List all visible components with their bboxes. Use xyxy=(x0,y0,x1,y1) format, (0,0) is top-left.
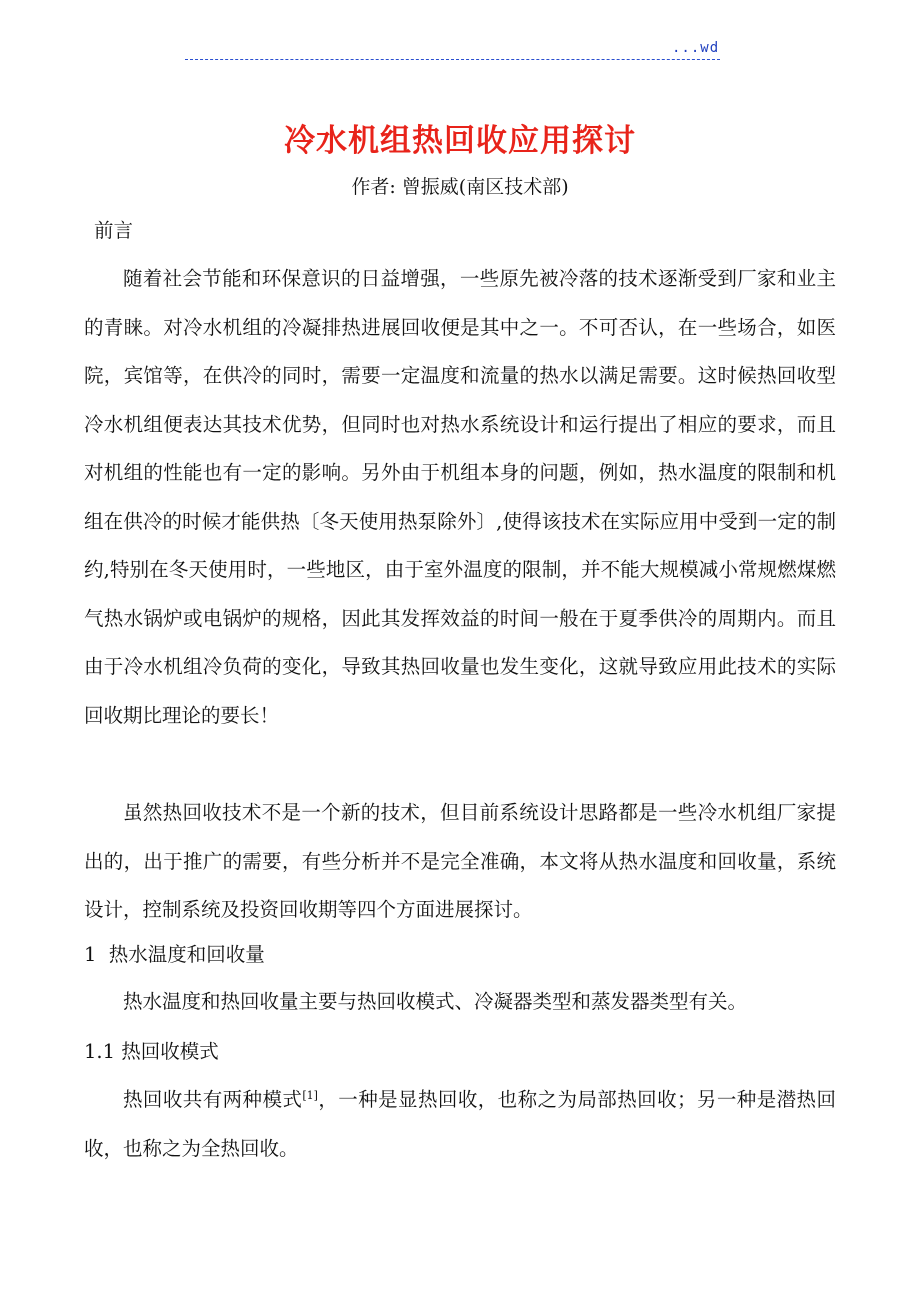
preface-paragraph-1-block xyxy=(84,255,836,740)
section-1-1-paragraph xyxy=(84,1076,836,1173)
section-1-paragraph: 热水温度和热回收量主要与热回收模式、冷凝器类型和蒸发器类型有关。 xyxy=(123,990,748,1013)
preface-paragraph-2: 虽然热回收技术不是一个新的技术，但目前系统设计思路都是一些冷水机组厂家提出的，出于推广的需要，有些分析并不是完全准确，本文将从热水温度和回收量，系统设计，控制系统及投资回收期等四个方面进展探讨。 xyxy=(84,801,836,921)
section-1-1-paragraph-block xyxy=(84,1076,836,1173)
header-mark: ...wd xyxy=(672,40,720,56)
section-1-heading: 1 热水温度和回收量 xyxy=(84,943,265,966)
section-1-1-heading-block xyxy=(84,1037,836,1067)
document-author: 作者: 曾振威(南区技术部) xyxy=(351,176,569,198)
preface-heading: 前言 xyxy=(94,219,134,242)
preface-paragraph-1: 随着社会节能和环保意识的日益增强，一些原先被冷落的技术逐渐受到厂家和业主的青睐。对冷水机组的冷凝排热进展回收便是其中之一。不可否认，在一些场合，如医院，宾馆等，在供冷的同时，需要一定温度和流量的热水以满足需要。这时候热回收型冷水机组便表达其技术优势，但同时也对热水系统设计和运行提出了相应的要求，而且对机组的性能也有一定的影响。另外由于机组本身的问题，例如，热水温度的限制和机组在供冷的时候才能供热〔冬天使用热泵除外〕,使得该技术在实际应用中受到一定的制约,特别在冬天使用时，一些地区，由于室外温度的限制，并不能大规模减小常规燃煤燃气热水锅炉或电锅炉的规格，因此其发挥效益的时间一般在于夏季供冷的周期内。而且由于冷水机组冷负荷的变化，导致其热回收量也发生变化，这就导致应用此技术的实际回收期比理论的要长！ xyxy=(84,267,836,727)
section-1-heading-block xyxy=(84,940,836,970)
citation-reference[interactable]: [1] xyxy=(302,1089,318,1102)
paragraph-text-start: 热回收共有两种模式 xyxy=(123,1088,303,1111)
preface-paragraph-2-block xyxy=(84,789,836,935)
paragraph-text-end: ，一种是显热回收，也称之为局部热回收；另一种是潜热回收，也称之为全热回收。 xyxy=(84,1088,836,1160)
section-1-1-heading: 1.1 热回收模式 xyxy=(84,1040,219,1063)
header-dashed-rule xyxy=(185,59,720,60)
preface-heading-block xyxy=(84,216,836,246)
section-1-paragraph-block xyxy=(84,978,836,1027)
document-title: 冷水机组热回收应用探讨 xyxy=(284,123,636,159)
